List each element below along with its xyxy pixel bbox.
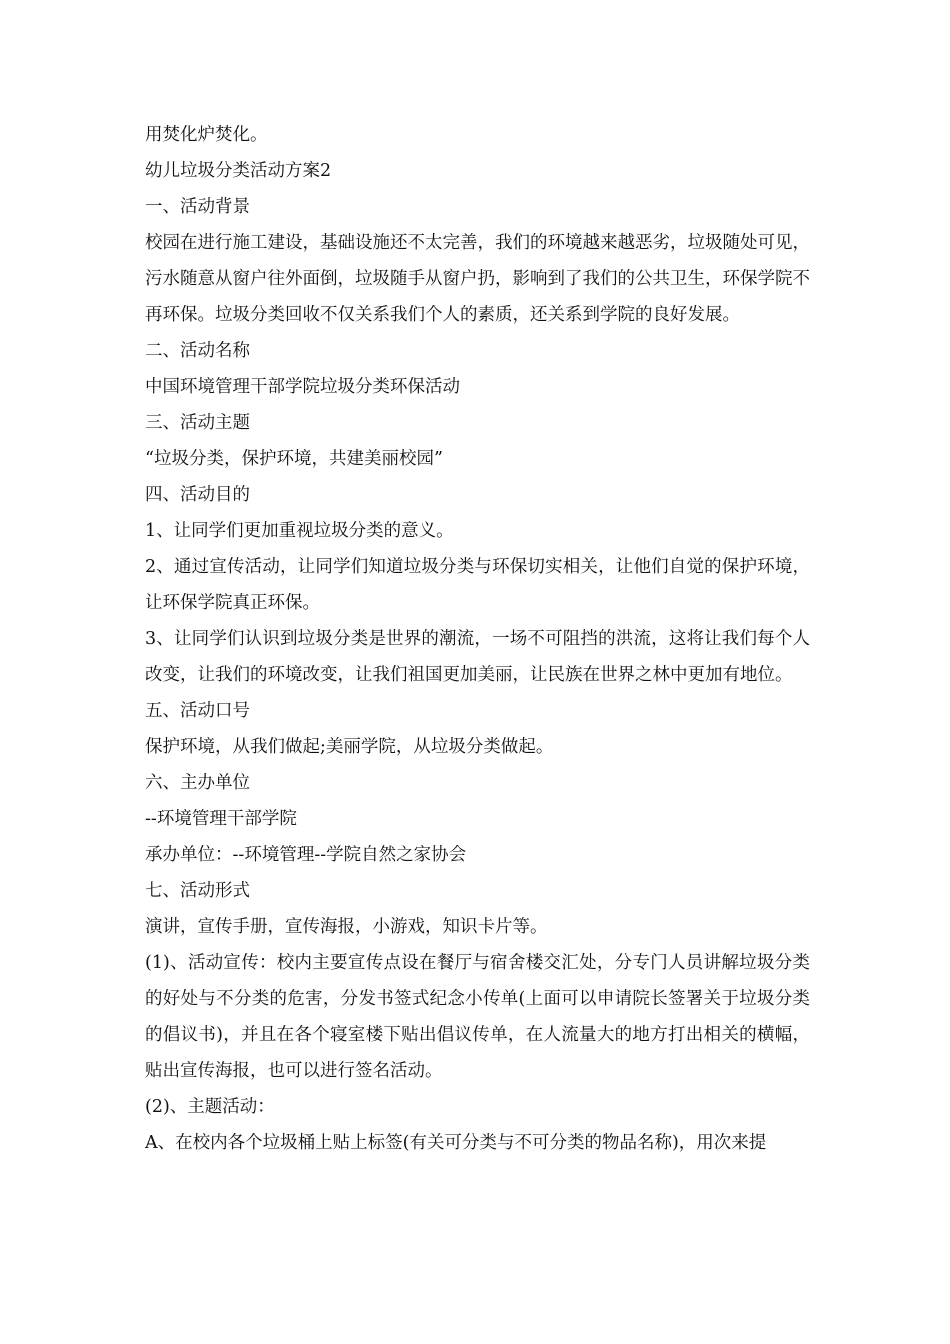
paragraph-theme: “垃圾分类，保护环境，共建美丽校园”: [145, 449, 443, 469]
paragraph-purpose-3: 3、让同学们认识到垃圾分类是世界的潮流，一场不可阻挡的洪流，这将让我们每个人改变，让我们的环境改变，让我们祖国更加美丽，让民族在世界之林中更加有地位。: [145, 629, 810, 685]
paragraph-slogan: 保护环境，从我们做起;美丽学院，从垃圾分类做起。: [145, 737, 554, 757]
paragraph-co-organizer: 承办单位：--环境管理--学院自然之家协会: [145, 845, 467, 865]
paragraph-purpose-1: 1、让同学们更加重视垃圾分类的意义。: [145, 521, 454, 541]
paragraph-publicity: (1)、活动宣传：校内主要宣传点设在餐厅与宿舍楼交汇处，分专门人员讲解垃圾分类的好处与不分类的危害，分发书签式纪念小传单(上面可以申请院长签署关于垃圾分类的倡议书)，并且在各个寝室楼下贴出倡议传单，在人流量大的地方打出相关的横幅，贴出宣传海报，也可以进行签名活动。: [145, 953, 810, 1081]
document-body: [145, 117, 810, 1161]
paragraph-theme-activity: (2)、主题活动：: [145, 1097, 275, 1117]
paragraph-organizer: --环境管理干部学院: [145, 809, 297, 829]
heading-background: 一、活动背景: [145, 197, 250, 217]
heading-slogan: 五、活动口号: [145, 701, 250, 721]
paragraph-background: 校园在进行施工建设，基础设施还不太完善，我们的环境越来越恶劣，垃圾随处可见，污水随意从窗户往外面倒，垃圾随手从窗户扔，影响到了我们的公共卫生，环保学院不再环保。垃圾分类回收不仅关系我们个人的素质，还关系到学院的良好发展。: [145, 233, 810, 325]
heading-format: 七、活动形式: [145, 881, 250, 901]
heading-organizer: 六、主办单位: [145, 773, 250, 793]
heading-activity-name: 二、活动名称: [145, 341, 250, 361]
heading-purpose: 四、活动目的: [145, 485, 250, 505]
document-title: 幼儿垃圾分类活动方案2: [145, 161, 332, 181]
paragraph-item-a: A、在校内各个垃圾桶上贴上标签(有关可分类与不可分类的物品名称)，用次来提: [145, 1133, 767, 1153]
paragraph-purpose-2: 2、通过宣传活动，让同学们知道垃圾分类与环保切实相关，让他们自觉的保护环境，让环保学院真正环保。: [145, 557, 810, 613]
heading-theme: 三、活动主题: [145, 413, 250, 433]
paragraph-format: 演讲，宣传手册，宣传海报，小游戏，知识卡片等。: [145, 917, 548, 937]
paragraph-activity-name: 中国环境管理干部学院垃圾分类环保活动: [145, 377, 460, 397]
paragraph-incineration: 用焚化炉焚化。: [145, 125, 268, 145]
